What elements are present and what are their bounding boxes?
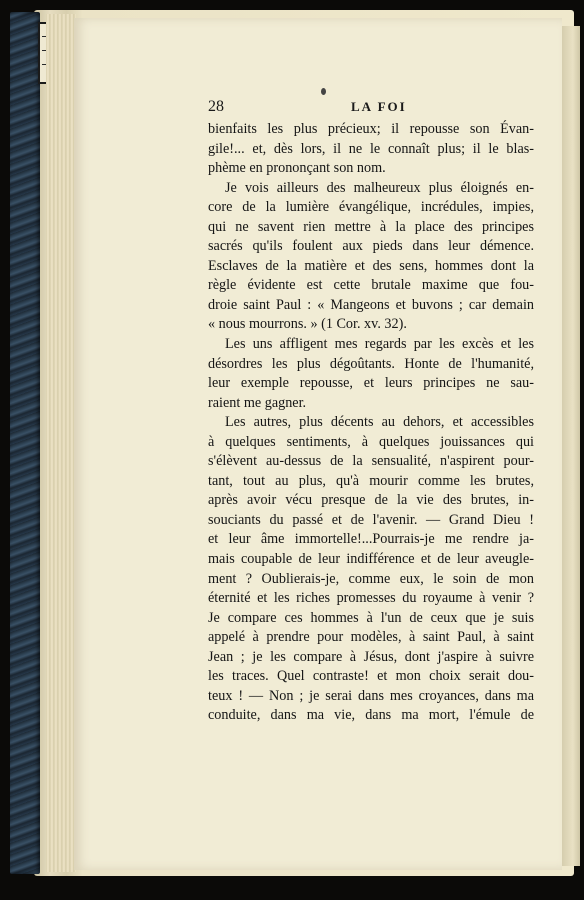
text-line: et leur âme immortelle!...Pourrais-je me rendre ja-: [208, 531, 534, 548]
text-line: conduite, dans ma vie, dans ma mort, l'émule de: [208, 707, 534, 724]
marbled-book-cover: [10, 12, 40, 874]
text-line: gile!... et, dès lors, il ne le connaît plus; il le blas-: [208, 140, 534, 157]
text-line: Je vois ailleurs des malheureux plus éloignés en-: [225, 179, 534, 196]
running-head: LA FOI: [351, 99, 407, 114]
text-line: raient me gagner.: [208, 394, 307, 411]
text-line: phème en prononçant son nom.: [208, 160, 386, 177]
text-line: éternité et les riches promesses du royaume à venir ?: [208, 590, 534, 607]
text-line: désordres les plus dégoûtants. Honte de l'humanité,: [208, 355, 534, 372]
page-stack-edge: [46, 14, 76, 872]
text-line: souciants du passé et de l'avenir. — Grand Dieu !: [208, 511, 534, 528]
text-line: qui ne savent rien mettre à la place des principes: [208, 218, 534, 235]
text-line: appelé à prendre pour modèles, à saint Paul, à saint: [208, 629, 534, 646]
text-line: core de la lumière évangélique, incrédules, impies,: [208, 199, 534, 216]
right-page-fold: [562, 26, 580, 866]
text-line: bienfaits les plus précieux; il repousse son Évan-: [208, 121, 534, 137]
page-header: [208, 98, 534, 118]
text-line: teux ! — Non ; je serai dans mes croyances, dans ma: [208, 687, 534, 704]
text-line: ment ? Oublierais-je, comme eux, le soin de mon: [208, 570, 534, 587]
text-line: « nous mourrons. » (1 Cor. xv. 32).: [208, 316, 407, 333]
text-line: Les autres, plus décents au dehors, et accessibles: [225, 414, 534, 431]
text-line: s'élèvent au-dessus de la sensualité, n'aspirent pour-: [208, 453, 534, 470]
text-line: Je compare ces hommes à l'un de ceux que je suis: [208, 609, 534, 626]
text-line: leur exemple repousse, et leurs principes ne sau-: [208, 375, 534, 392]
page-number: 28: [208, 98, 224, 115]
text-line: mais coupable de leur indifférence et de leur aveugle-: [208, 551, 534, 568]
text-line: à quelques sentiments, à quelques jouissances qui: [208, 433, 534, 450]
text-line: Les uns affligent mes regards par les excès et les: [225, 336, 534, 353]
text-line: droie saint Paul : « Mangeons et buvons ; car demain: [208, 296, 534, 313]
text-line: Esclaves de la matière et des sens, hommes dont la: [208, 257, 534, 274]
text-line: après avoir vécu presque de la vie des brutes, in-: [208, 492, 534, 509]
text-line: sacrés qu'ils foulent aux pieds dans leur démence.: [208, 238, 534, 255]
ink-spot: [321, 88, 326, 95]
text-line: règle évidente est cette brutale maxime que fou-: [208, 277, 534, 294]
text-line: tant, tout au plus, qu'à mourir comme les brutes,: [208, 472, 534, 489]
text-line: les traces. Quel contraste! et mon choix serait dou-: [208, 668, 534, 685]
page-body-text: [208, 120, 534, 726]
text-line: Jean ; je les compare à Jésus, dont j'aspire à suivre: [208, 648, 534, 665]
